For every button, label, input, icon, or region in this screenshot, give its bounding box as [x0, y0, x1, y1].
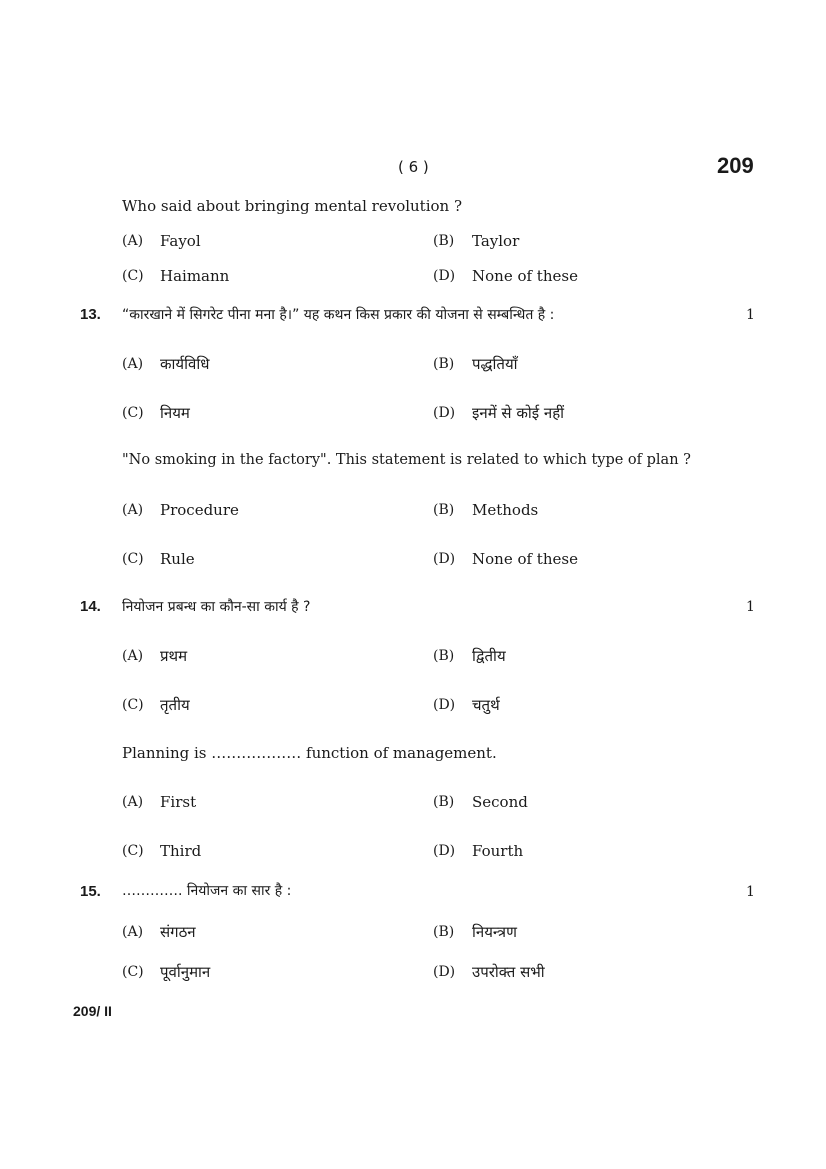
q12-option-c-letter: (C)	[122, 268, 144, 284]
q15-hindi-option-c-letter: (C)	[122, 964, 144, 980]
q14-hindi-question: नियोजन प्रबन्ध का कौन-सा कार्य है ?	[122, 599, 311, 615]
q12-option-d-letter: (D)	[433, 268, 456, 284]
q13-number: 13.	[80, 306, 101, 323]
q15-marks: 1	[746, 884, 755, 900]
q14-english-question: Planning is ……………… function of management.	[122, 744, 497, 762]
q14-hindi-option-b-letter: (B)	[433, 648, 455, 664]
q15-hindi-option-a-letter: (A)	[122, 924, 144, 940]
q14-english-option-b-letter: (B)	[433, 794, 455, 810]
q13-hindi-option-d-letter: (D)	[433, 405, 456, 421]
q13-hindi-option-a-text: कार्यविधि	[160, 355, 210, 373]
q13-hindi-option-c-text: नियम	[160, 404, 190, 422]
q12-option-b-text: Taylor	[472, 232, 520, 250]
page-number: ( 6 )	[398, 158, 429, 176]
q15-hindi-question: …………. नियोजन का सार है :	[122, 883, 292, 899]
q15-hindi-option-d-text: उपरोक्त सभी	[472, 963, 545, 981]
q12-option-c-text: Haimann	[160, 267, 230, 285]
q13-hindi-option-b-text: पद्धतियाँ	[472, 355, 518, 373]
q14-hindi-option-a-text: प्रथम	[160, 647, 188, 665]
q12-option-a-letter: (A)	[122, 233, 144, 249]
q13-hindi-option-d-text: इनमें से कोई नहीं	[472, 404, 565, 422]
q13-english-option-a-text: Procedure	[160, 501, 239, 519]
q14-hindi-option-c-text: तृतीय	[160, 696, 190, 714]
q13-hindi-option-c-letter: (C)	[122, 405, 144, 421]
q15-hindi-option-d-letter: (D)	[433, 964, 456, 980]
q14-english-option-d-letter: (D)	[433, 843, 456, 859]
q14-number: 14.	[80, 598, 101, 615]
q14-english-option-a-text: First	[160, 793, 197, 811]
q14-marks: 1	[746, 599, 755, 615]
q15-hindi-option-b-text: नियन्त्रण	[472, 923, 517, 941]
q13-english-option-b-text: Methods	[472, 501, 539, 519]
q12-option-d-text: None of these	[472, 267, 578, 285]
q13-hindi-question: “कारखाने में सिगरेट पीना मना है।” यह कथन किस प्रकार की योजना से सम्बन्धित है :	[122, 307, 555, 323]
q14-english-option-c-text: Third	[160, 842, 202, 860]
q14-hindi-option-d-letter: (D)	[433, 697, 456, 713]
q13-english-option-c-letter: (C)	[122, 551, 144, 567]
q14-hindi-option-b-text: द्वितीय	[472, 647, 506, 665]
q13-english-option-b-letter: (B)	[433, 502, 455, 518]
q15-number: 15.	[80, 883, 101, 900]
footer-code: 209/ II	[73, 1003, 112, 1019]
q14-hindi-option-d-text: चतुर्थ	[472, 696, 500, 714]
q15-hindi-option-c-text: पूर्वानुमान	[160, 963, 211, 981]
q15-hindi-option-a-text: संगठन	[160, 923, 196, 941]
q13-english-question: "No smoking in the factory". This statement is related to which type of plan ?	[122, 452, 691, 468]
q13-hindi-option-b-letter: (B)	[433, 356, 455, 372]
paper-code: 209	[717, 153, 754, 178]
q14-english-option-a-letter: (A)	[122, 794, 144, 810]
q13-english-option-c-text: Rule	[160, 550, 195, 568]
q13-hindi-option-a-letter: (A)	[122, 356, 144, 372]
q12-option-b-letter: (B)	[433, 233, 455, 249]
q12-option-a-text: Fayol	[160, 232, 201, 250]
q14-english-option-d-text: Fourth	[472, 842, 524, 860]
q12-english-question: Who said about bringing mental revolution ?	[122, 197, 463, 215]
q14-hindi-option-c-letter: (C)	[122, 697, 144, 713]
q14-hindi-option-a-letter: (A)	[122, 648, 144, 664]
q13-english-option-d-text: None of these	[472, 550, 578, 568]
q14-english-option-c-letter: (C)	[122, 843, 144, 859]
q13-marks: 1	[746, 307, 755, 323]
q13-english-option-a-letter: (A)	[122, 502, 144, 518]
q14-english-option-b-text: Second	[472, 793, 528, 811]
q13-english-option-d-letter: (D)	[433, 551, 456, 567]
q15-hindi-option-b-letter: (B)	[433, 924, 455, 940]
